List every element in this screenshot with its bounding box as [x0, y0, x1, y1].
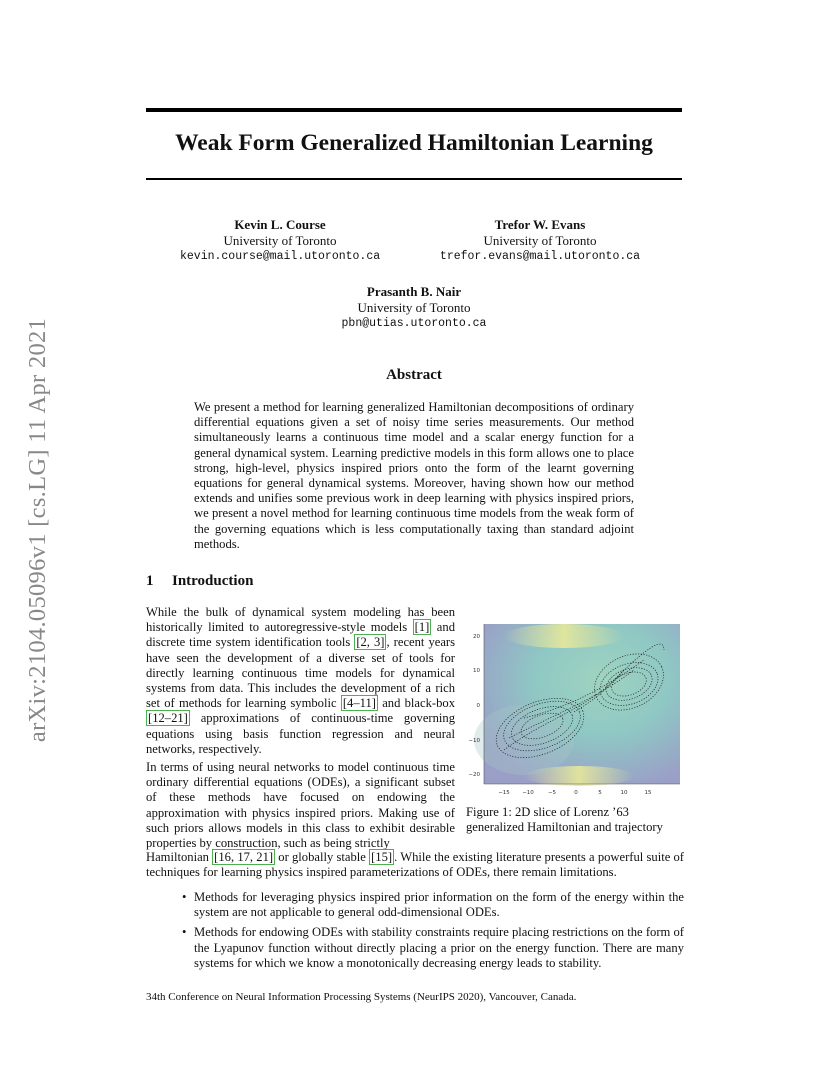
- abstract-heading: Abstract: [386, 367, 442, 383]
- arxiv-stamp: [20, 300, 56, 760]
- author-affiliation: University of Toronto: [357, 300, 471, 315]
- figure-caption: Figure 1: 2D slice of Lorenz ’63 generalized Hamiltonian and trajectory: [466, 805, 663, 835]
- list-item: • Methods for endowing ODEs with stability constraints require placing restrictions on the form of the Lyapunov function without directly placing a prior on the energy function. There are many systems for which we know a monotonically decreasing energy leads to stability.: [174, 925, 684, 971]
- text-run: Hamiltonian: [146, 850, 213, 864]
- x-tick-label: −10: [522, 790, 534, 796]
- y-tick-label: 0: [476, 703, 480, 709]
- x-tick-label: 10: [620, 790, 628, 796]
- lorenz-plot-svg: [464, 620, 684, 800]
- citation-link[interactable]: [1]: [414, 620, 430, 635]
- section-title: Introduction: [172, 573, 254, 589]
- x-tick-label: −5: [547, 790, 557, 796]
- y-tick-label: −20: [468, 772, 480, 778]
- citation-link[interactable]: [15]: [371, 850, 393, 864]
- author-email: kevin.course@mail.utoronto.ca: [180, 250, 381, 263]
- x-tick-label: 15: [644, 790, 652, 796]
- paper-title: Weak Form Generalized Hamiltonian Learning: [175, 130, 653, 156]
- top-rule: [146, 108, 682, 112]
- x-tick-label: 5: [598, 790, 602, 796]
- list-item: • Methods for leveraging physics inspired prior information on the form of the energy within the system are not applicable to general odd-dimensional ODEs.: [174, 890, 684, 920]
- section-heading: [146, 573, 253, 590]
- conference-footnote: 34th Conference on Neural Information Processing Systems (NeurIPS 2020), Vancouver, Canada.: [146, 991, 577, 1003]
- x-tick-label: −15: [498, 790, 510, 796]
- figure-lorenz-plot: [464, 620, 684, 800]
- author-name: Kevin L. Course: [234, 217, 326, 232]
- author-email: pbn@utias.utoronto.ca: [341, 317, 487, 330]
- contour-low-left: [474, 705, 574, 775]
- text-run: . While the existing literature presents a powerful suite of techniques for learning physics inspired parameterizations of ODEs, there remain limitations.: [146, 850, 684, 880]
- section-number: 1: [146, 573, 154, 589]
- author-email: trefor.evans@mail.utoronto.ca: [439, 250, 641, 263]
- intro-paragraph-3: [146, 850, 684, 880]
- limitations-list: [174, 890, 684, 976]
- text-run: , recent years have seen the development of a diverse set of tools for directly learning continuous time models for dynamical systems from data. This includes the development of a rich set of methods for learning symbolic: [146, 635, 456, 711]
- citation-link[interactable]: [4–11]: [342, 696, 376, 711]
- text-run: approximations of continuous-time governing equations using basis function regression and neural networks, respectively.: [146, 711, 455, 756]
- intro-paragraph-1: [146, 605, 455, 757]
- text-run: or globally stable: [275, 850, 370, 864]
- intro-paragraph-2: [146, 760, 455, 851]
- y-tick-label: 10: [473, 668, 480, 674]
- author-affiliation: University of Toronto: [223, 233, 337, 248]
- citation-link[interactable]: [2, 3]: [356, 635, 385, 650]
- y-tick-label: −10: [468, 738, 480, 744]
- author-name: Prasanth B. Nair: [366, 284, 462, 299]
- arxiv-id: arXiv:2104.05096v1 [cs.LG] 11 Apr 2021: [24, 317, 51, 743]
- abstract-text: We present a method for learning generalized Hamiltonian decompositions of ordinary differential equations given a set of noisy time series measurements. Our method simultaneously learns a continuous time model and a scalar energy function for a general dynamical system. Learning predictive models in this form allows one to place strong, high-level, physics inspired priors onto the form of the learnt governing equations for general dynamical systems. Moreover, having shown how our method extends and unifies some previous work in deep learning with physics inspired priors, we present a novel method for learning continuous time models from the weak form of the governing equations which is less computationally taxing than standard adjoint methods.: [194, 400, 634, 551]
- text-run: and black-box: [377, 696, 455, 711]
- x-tick-label: 0: [574, 790, 578, 796]
- author-block-3: [314, 284, 514, 332]
- author-block-2: [425, 217, 655, 265]
- y-tick-label: 20: [473, 634, 480, 640]
- title-rule: [146, 178, 682, 180]
- text-run: While the bulk of dynamical system modeling has been historically limited to autoregressive-style models: [146, 605, 455, 635]
- text-run: and discrete time system identification tools: [146, 620, 455, 650]
- author-affiliation: University of Toronto: [483, 233, 597, 248]
- contour-high-top: [504, 624, 624, 648]
- text-run: In terms of using neural networks to model continuous time ordinary differential equations (ODEs), a significant subset of these methods have focused on endowing the approximation with physics inspired priors. Making use of such priors allows models in this class to exhibit desirable properties by construction, such as being strictly: [146, 760, 455, 851]
- citation-link[interactable]: [16, 17, 21]: [214, 850, 274, 864]
- citation-link[interactable]: [12–21]: [148, 711, 188, 726]
- author-name: Trefor W. Evans: [494, 217, 586, 232]
- author-block-1: [180, 217, 380, 265]
